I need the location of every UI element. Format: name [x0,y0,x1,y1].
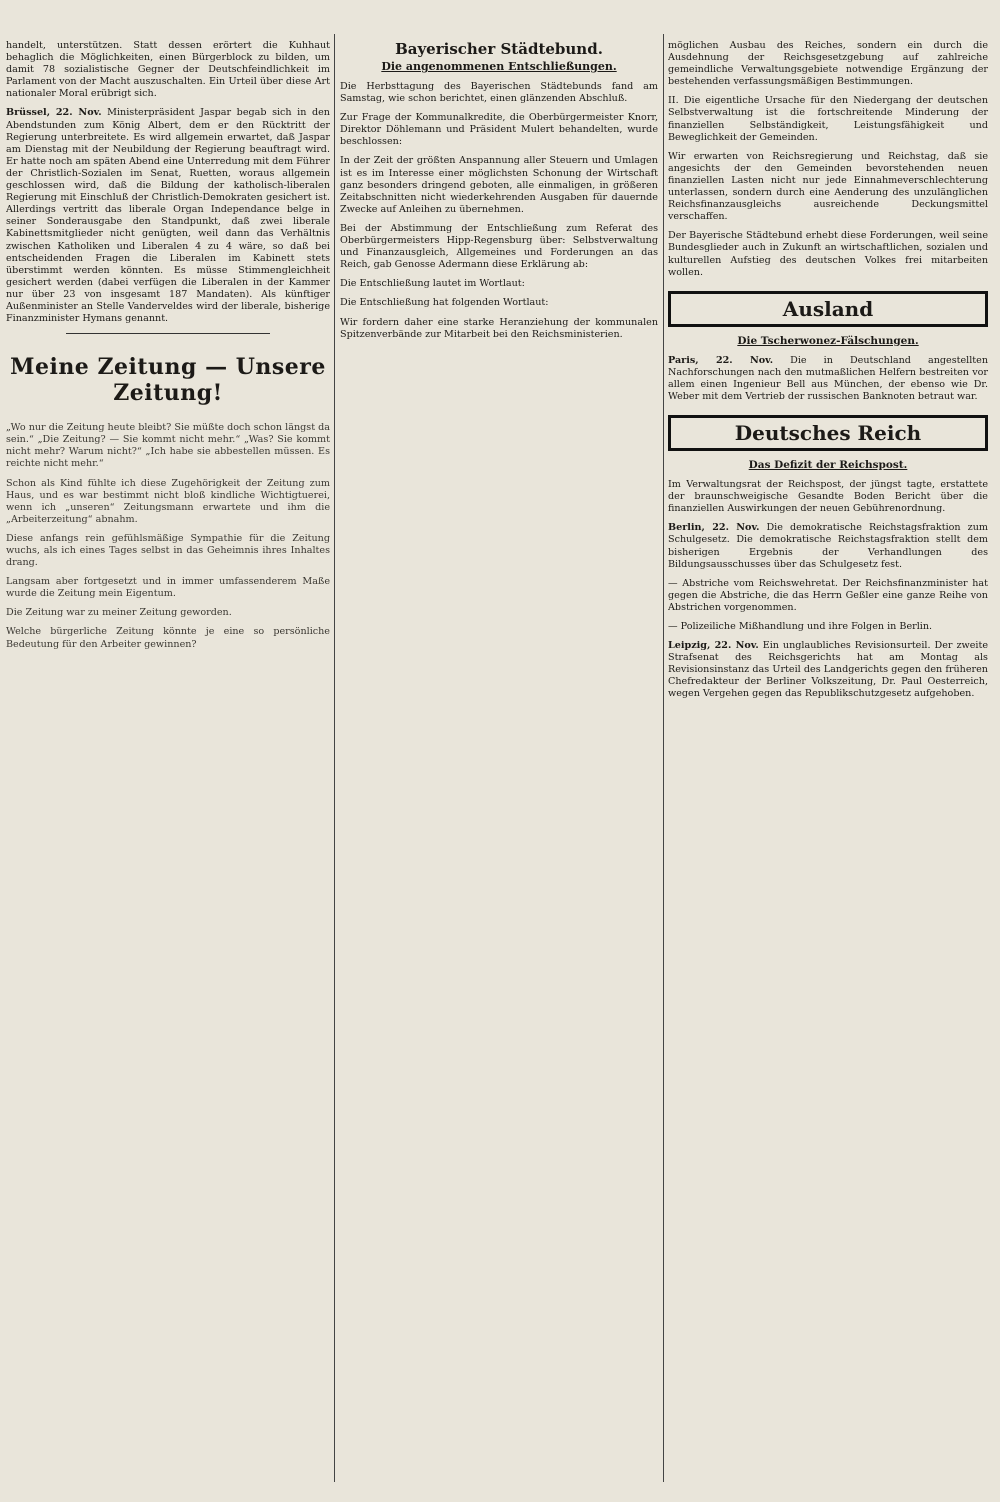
article-paragraph: möglichen Ausbau des Reiches, sondern ein durch die Ausdehnung der Reichsgesetzgebung auf zahlreiche gemeindliche Verwaltungsgebiete notwendige Ergänzung der bestehenden verfassungsmäßigen Bestimmungen. [668,40,988,88]
article-text: Die in Deutschland angestellten Nachforschungen nach den mutmaßlichen Helfern bestreiten vor allem einen Ingenieur Bell aus München, der ebenso wie Dr. Weber mit dem Vertrieb der russischen Banknoten betraut war. [668,354,988,402]
article-paragraph: Wir erwarten von Reichsregierung und Reichstag, daß sie angesichts der den Gemeinden bevorstehenden neuen finanziellen Lasten nicht nur jede Einnahmeverschlechterung unterlassen, sondern durch eine Aenderung des unzulänglichen Reichsfinanzausgleichs ausreichende Deckungsmittel verschaffen. [668,150,988,223]
section-heading-ausland: Ausland [668,291,988,327]
column-left [6,40,330,658]
article-paragraph: Zur Frage der Kommunalkredite, die Oberbürgermeister Knorr, Direktor Döhlemann und Präsident Mulert behandelten, wurde beschlossen: [340,112,658,148]
article-text: Ein unglaubliches Revisionsurteil. Der zweite Strafsenat des Reichsgerichts hat am Montag als Revisionsinstanz das Urteil des Landgerichts gegen den früheren Chefredakteur der Berliner Volkszeitung, Dr. Paul Oesterreich, wegen Vergehen gegen das Republikschutzgesetz aufgehoben. [668,640,988,700]
article-text: Die demokratische Reichstagsfraktion zum Schulgesetz. Die demokratische Reichstagsfraktion stellt dem bisherigen Ergebnis der Verhandlungen des Bildungsausschusses über das Schulgesetz fest. [668,522,988,570]
section-heading-deutsches-reich: Deutsches Reich [668,415,988,451]
dateline: Leipzig, 22. Nov. [668,640,759,652]
article-paragraph: handelt, unterstützen. Statt dessen erörtert die Kuhhaut behaglich die Möglichkeiten, einen Bürgerblock zu bilden, um damit 78 sozialistische Gegner der Deutschfeindlichkeit im Parlament von der Macht auszuschalten. Ein Urteil über diese Art nationaler Moral erübrigt sich. [6,40,330,100]
article-paragraph [6,107,330,325]
column-right [668,40,988,708]
article-paragraph: Die Entschließung hat folgenden Wortlaut: [340,297,549,309]
article-paragraph: Welche bürgerliche Zeitung könnte je eine so persönliche Bedeutung für den Arbeiter gewinnen? [6,626,330,650]
article-paragraph: Langsam aber fortgesetzt und in immer umfassenderem Maße wurde die Zeitung mein Eigentum. [6,576,330,600]
dateline: Berlin, 22. Nov. [668,522,760,534]
article-paragraph: In der Zeit der größten Anspannung aller Steuern und Umlagen ist es im Interesse einer möglichsten Schonung der Wirtschaft ganz besonders dringend geboten, alle einmaligen, in größeren Zeitabschnitten nicht wiederkehrenden Ausgaben für dauernde Zwecke auf Anleihen zu übernehmen. [340,155,658,215]
article-paragraph: Bei der Abstimmung der Entschließung zum Referat des Oberbürgermeisters Hipp-Regensburg über: Selbstverwaltung und Finanzausgleich, Allgemeines und Forderungen an das Reich, gab Genosse Adermann diese Erklärung ab: [340,222,658,271]
article-paragraph: Im Verwaltungsrat der Reichspost, der jüngst tagte, erstattete der braunschweigische Gesandte Boden Bericht über die finanziellen Auswirkungen der neuen Gebührenordnung. [668,479,988,515]
article-paragraph [668,640,988,700]
dateline: Paris, 22. Nov. [668,354,774,366]
article-paragraph [668,522,988,570]
banner-headline: Meine Zeitung — Unsere Zeitung! [10,354,326,407]
article-paragraph: Die Entschließung lautet im Wortlaut: [340,278,525,290]
article-paragraph: Wir fordern daher eine starke Heranziehung der kommunalen Spitzenverbände zur Mitarbeit bei den Reichsministerien. [340,316,658,340]
column-divider [334,34,335,1482]
article-title: Bayerischer Städtebund. [395,40,603,58]
article-paragraph: Der Bayerische Städtebund erhebt diese Forderungen, weil seine Bundesglieder auch in Zukunft an wirtschaftlichen, sozialen und kulturellen Aufstieg des deutschen Volkes frei mitarbeiten wollen. [668,230,988,278]
article-paragraph: — Abstriche vom Reichswehretat. Der Reichsfinanzminister hat gegen die Abstriche, die das Herrn Geßler eine ganze Reihe von Abstrichen vorgenommen. [668,577,988,613]
article-paragraph: „Wo nur die Zeitung heute bleibt? Sie müßte doch schon längst da sein.“ „Die Zeitung? — Sie kommt nicht mehr.“ „Was? Sie kommt nicht mehr? Warum nicht?“ „Ich habe sie abbestellen müssen. Es reichte nicht mehr.“ [6,422,330,470]
article-paragraph: Schon als Kind fühlte ich diese Zugehörigkeit der Zeitung zum Haus, und es war bestimmt nicht bloß kindliche Wichtigtuerei, wenn ich „unseren“ Zeitungsmann erwartete und ihm die „Arbeiterzeitung“ abnahm. [6,477,330,525]
article-paragraph: II. Die eigentliche Ursache für den Niedergang der deutschen Selbstverwaltung ist die fortschreitende Minderung der finanziellen Selbständigkeit, Leistungsfähigkeit und Beweglichkeit der Gemeinden. [668,95,988,143]
column-divider [663,34,664,1482]
article-subtitle: Die angenommenen Entschließungen. [381,60,617,73]
section-subheading: Das Defizit der Reichspost. [748,459,908,472]
column-middle [340,40,658,348]
article-paragraph: Die Herbsttagung des Bayerischen Städtebunds fand am Samstag, wie schon berichtet, einen glänzenden Abschluß. [340,81,658,105]
article-paragraph: — Polizeiliche Mißhandlung und ihre Folgen in Berlin. [668,621,933,632]
separator-rule [66,333,270,334]
dateline: Brüssel, 22. Nov. [6,107,102,119]
article-paragraph: Diese anfangs rein gefühlsmäßige Sympathie für die Zeitung wuchs, als ich eines Tages selbst in das Geheimnis ihres Inhaltes drang. [6,532,330,569]
article-paragraph: Die Zeitung war zu meiner Zeitung geworden. [6,607,232,619]
article-text: Ministerpräsident Jaspar begab sich in den Abendstunden zum König Albert, dem er den Rücktritt der Regierung unterbreitete. Es wird allgemein erwartet, daß Jaspar am Dienstag mit der Neubildung der Regierung beauftragt wird. Er hatte noch am späten Abend eine Unterredung mit dem Führer der Christlich-Sozialen im Senat, Ruetten, woraus allgemein geschlossen wird, daß die Bildung der katholisch-liberalen Regierung mit Einschluß der Christlich-Demokraten gesichert ist. Allerdings vertritt das liberale Organ Independance belge in seiner Sonderausgabe den Standpunkt, daß zwei liberale Kabinettsmitglieder nicht genügten, weil dann das Verhältnis zwischen Katholiken und Liberalen 4 zu 4 wäre, so daß bei entscheidenden Fragen die Liberalen im Kabinett stets überstimmt werden könnten. Es müsse Stimmengleichheit gesichert werden (dabei verfügen die Liberalen in der Kammer nur über 23 von insgesamt 187 Mandaten). Als künftiger Außenminister an Stelle Vanderveldes wird der liberale, bisherige Finanzminister Hymans genannt. [6,107,330,325]
section-subheading: Die Tscherwonez-Fälschungen. [737,334,919,347]
article-paragraph [668,355,988,403]
